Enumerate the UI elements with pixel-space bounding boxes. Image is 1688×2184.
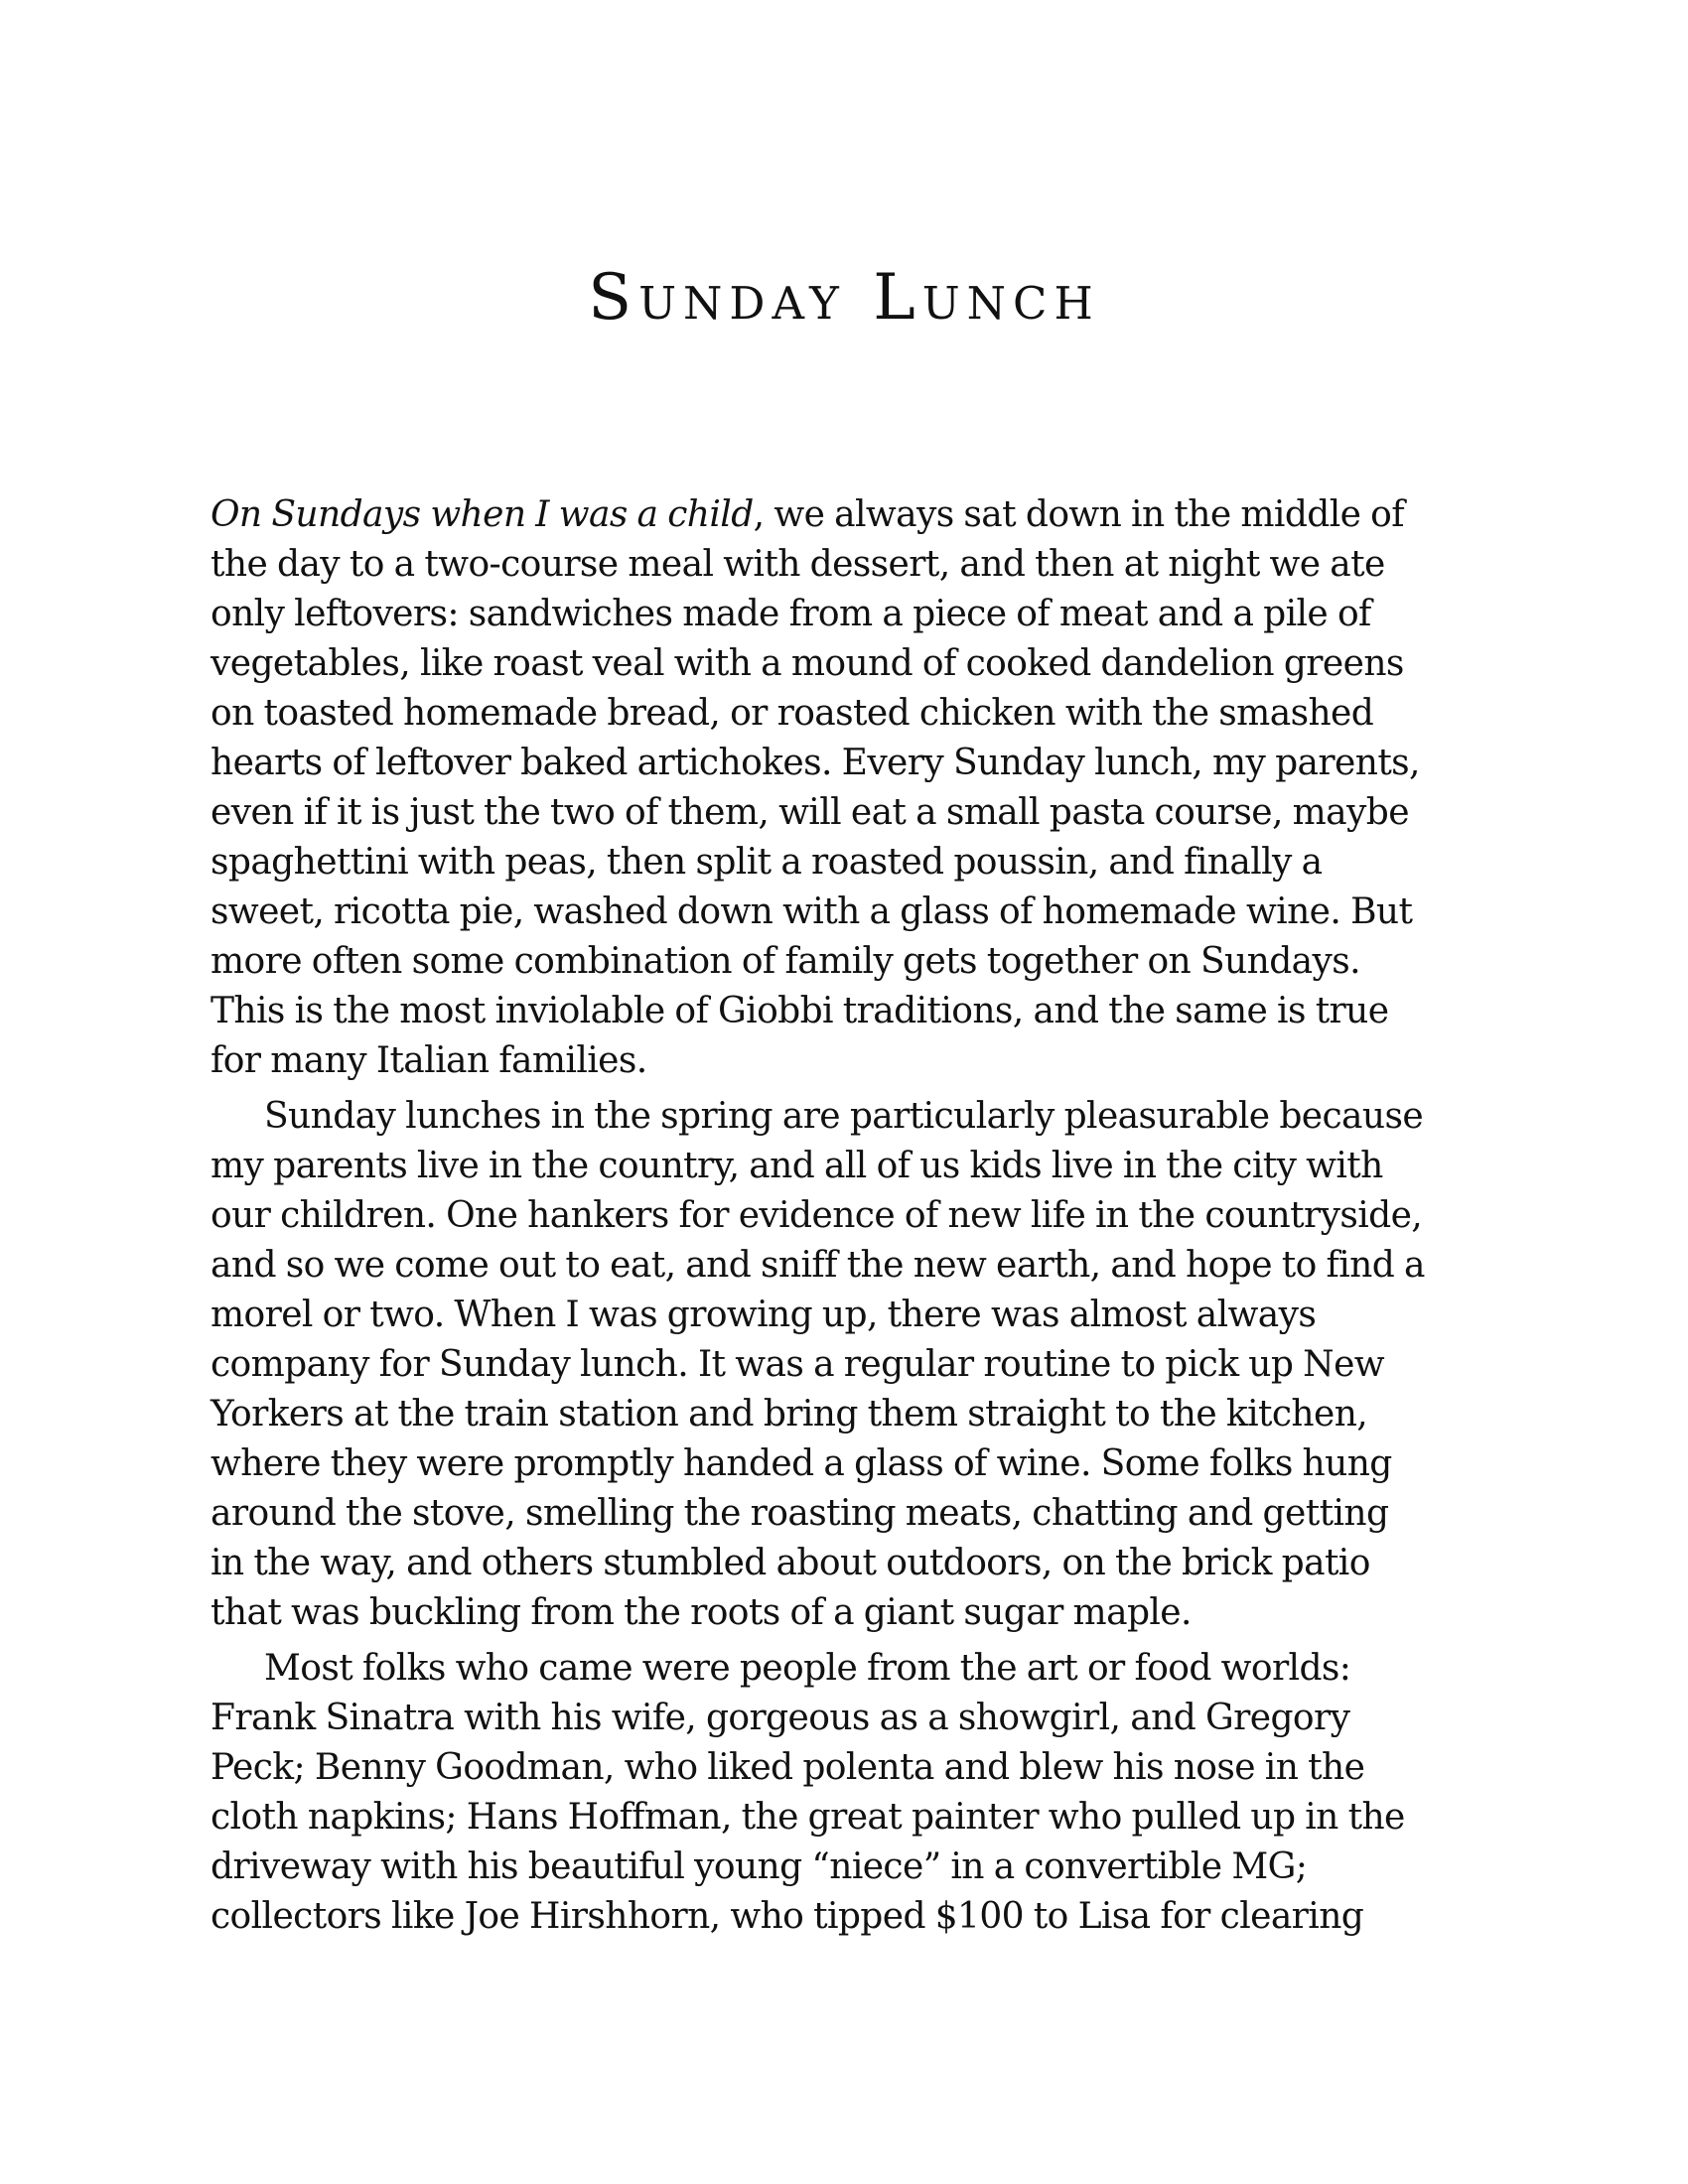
paragraph-2: [211, 1092, 1501, 1638]
text-line: This is the most inviolable of Giobbi traditions, and the same is true: [211, 991, 1389, 1031]
text-line: [211, 490, 1501, 540]
text-line: that was buckling from the roots of a giant sugar maple.: [211, 1592, 1192, 1633]
italic-lead-in: On Sundays when I was a child: [211, 494, 754, 535]
text-line: collectors like Joe Hirshhorn, who tipped $100 to Lisa for clearing: [211, 1896, 1364, 1937]
text-line: on toasted homemade bread, or roasted chicken with the smashed: [211, 693, 1374, 734]
text-line: Peck; Benny Goodman, who liked polenta and blew his nose in the: [211, 1747, 1365, 1788]
text-line: more often some combination of family gets together on Sundays.: [211, 941, 1360, 982]
text-line: Most folks who came were people from the art or food worlds:: [264, 1648, 1351, 1689]
text-line: for many Italian families.: [211, 1040, 647, 1081]
body-text: [211, 490, 1501, 1948]
text-line: our children. One hankers for evidence of new life in the countryside,: [211, 1195, 1423, 1236]
text-line: morel or two. When I was growing up, there was almost always: [211, 1295, 1317, 1335]
paragraph-3: [211, 1644, 1501, 1942]
text-line: Yorkers at the train station and bring them straight to the kitchen,: [211, 1394, 1368, 1434]
text-line: vegetables, like roast veal with a mound of cooked dandelion greens: [211, 643, 1404, 684]
text-line: cloth napkins; Hans Hoffman, the great painter who pulled up in the: [211, 1797, 1405, 1838]
paragraph-1: [211, 490, 1501, 1086]
first-line-rest: , we always sat down in the middle of: [753, 494, 1404, 535]
text-line: Frank Sinatra with his wife, gorgeous as a showgirl, and Gregory: [211, 1698, 1350, 1738]
text-line: only leftovers: sandwiches made from a piece of meat and a pile of: [211, 594, 1371, 634]
text-line: spaghettini with peas, then split a roasted poussin, and finally a: [211, 842, 1323, 883]
text-line: around the stove, smelling the roasting meats, chatting and getting: [211, 1493, 1389, 1534]
text-line: company for Sunday lunch. It was a regular routine to pick up New: [211, 1344, 1384, 1385]
text-line: driveway with his beautiful young “niece” in a convertible MG;: [211, 1846, 1308, 1887]
text-line: even if it is just the two of them, will eat a small pasta course, maybe: [211, 792, 1409, 833]
text-line: Sunday lunches in the spring are particularly pleasurable because: [264, 1096, 1424, 1137]
text-line: and so we come out to eat, and sniff the new earth, and hope to find a: [211, 1245, 1425, 1286]
text-line: sweet, ricotta pie, washed down with a glass of homemade wine. But: [211, 891, 1413, 932]
text-line: where they were promptly handed a glass of wine. Some folks hung: [211, 1443, 1392, 1484]
text-line: in the way, and others stumbled about outdoors, on the brick patio: [211, 1543, 1370, 1583]
text-line: the day to a two-course meal with dessert, and then at night we ate: [211, 544, 1385, 585]
text-line: hearts of leftover baked artichokes. Every Sunday lunch, my parents,: [211, 743, 1420, 783]
text-line: my parents live in the country, and all of us kids live in the city with: [211, 1146, 1383, 1186]
chapter-title: Sunday Lunch: [588, 261, 1100, 335]
